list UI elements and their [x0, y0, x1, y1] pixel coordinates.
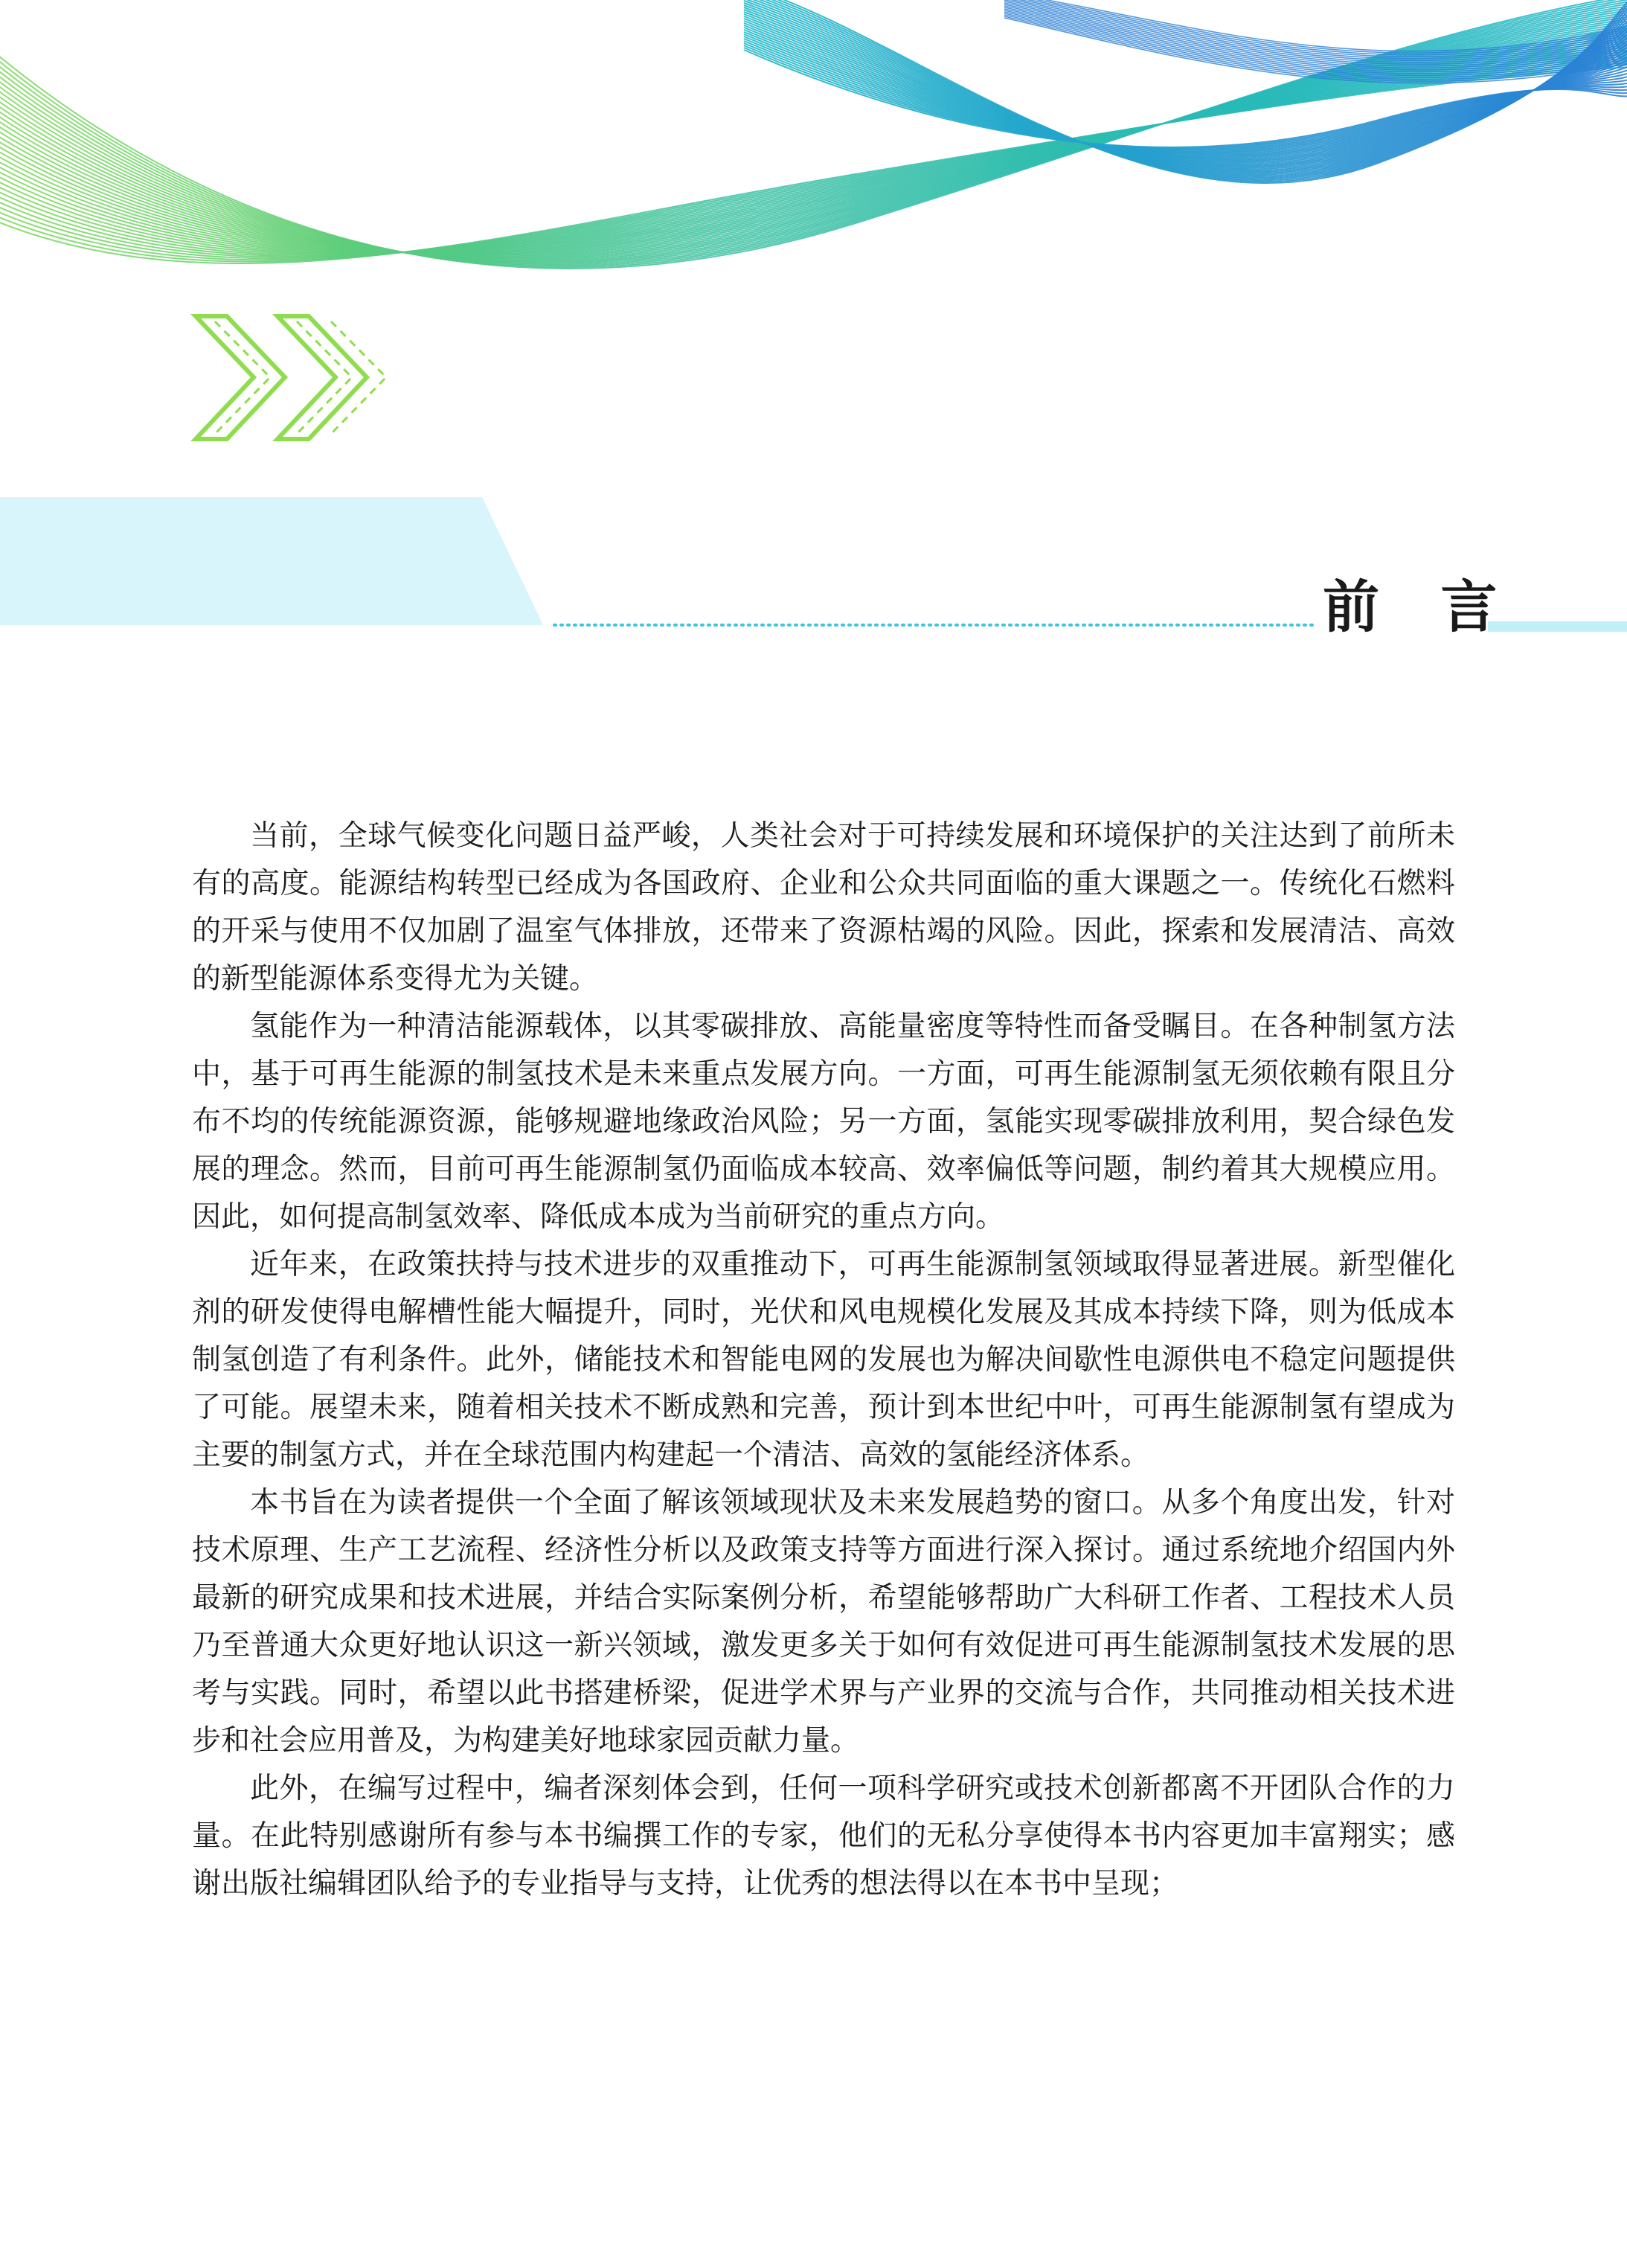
- paragraph: 氢能作为一种清洁能源载体，以其零碳排放、高能量密度等特性而备受瞩目。在各种制氢方法中，基于可再生能源的制氢技术是未来重点发展方向。一方面，可再生能源制氢无须依赖有限且分布不均的传统能源资源，能够规避地缘政治风险；另一方面，氢能实现零碳排放利用，契合绿色发展的理念。然而，目前可再生能源制氢仍面临成本较高、效率偏低等问题，制约着其大规模应用。因此，如何提高制氢效率、降低成本成为当前研究的重点方向。: [192, 1010, 1455, 1234]
- decorative-wave-banner: [0, 0, 1627, 327]
- chevron-double-icon: [190, 313, 398, 443]
- paragraph: 近年来，在政策扶持与技术进步的双重推动下，可再生能源制氢领域取得显著进展。新型催化剂的研发使得电解槽性能大幅提升，同时，光伏和风电规模化发展及其成本持续下降，则为低成本制氢创造了有利条件。此外，储能技术和智能电网的发展也为解决间歇性电源供电不稳定问题提供了可能。展望未来，随着相关技术不断成熟和完善，预计到本世纪中叶，可再生能源制氢有望成为主要的制氢方式，并在全球范围内构建起一个清洁、高效的氢能经济体系。: [192, 1248, 1455, 1472]
- paragraph: 此外，在编写过程中，编者深刻体会到，任何一项科学研究或技术创新都离不开团队合作的力量。在此特别感谢所有参与本书编撰工作的专家，他们的无私分享使得本书内容更加丰富翔实；感谢出版社编辑团队给予的专业指导与支持，让优秀的想法得以在本书中呈现；: [192, 1772, 1455, 1900]
- paragraph: 当前，全球气候变化问题日益严峻，人类社会对于可持续发展和环境保护的关注达到了前所未有的高度。能源结构转型已经成为各国政府、企业和公众共同面临的重大课题之一。传统化石燃料的开采与使用不仅加剧了温室气体排放，还带来了资源枯竭的风险。因此，探索和发展清洁、高效的新型能源体系变得尤为关键。: [192, 819, 1455, 996]
- paragraph: 本书旨在为读者提供一个全面了解该领域现状及未来发展趋势的窗口。从多个角度出发，针对技术原理、生产工艺流程、经济性分析以及政策支持等方面进行深入探讨。通过系统地介绍国内外最新的研究成果和技术进展，并结合实际案例分析，希望能够帮助广大科研工作者、工程技术人员乃至普通大众更好地认识这一新兴领域，激发更多关于如何有效促进可再生能源制氢技术发展的思考与实践。同时，希望以此书搭建桥梁，促进学术界与产业界的交流与合作，共同推动相关技术进步和社会应用普及，为构建美好地球家园贡献力量。: [192, 1486, 1455, 1758]
- page-title: 前 言: [1323, 574, 1518, 640]
- body-text: [192, 813, 1455, 1908]
